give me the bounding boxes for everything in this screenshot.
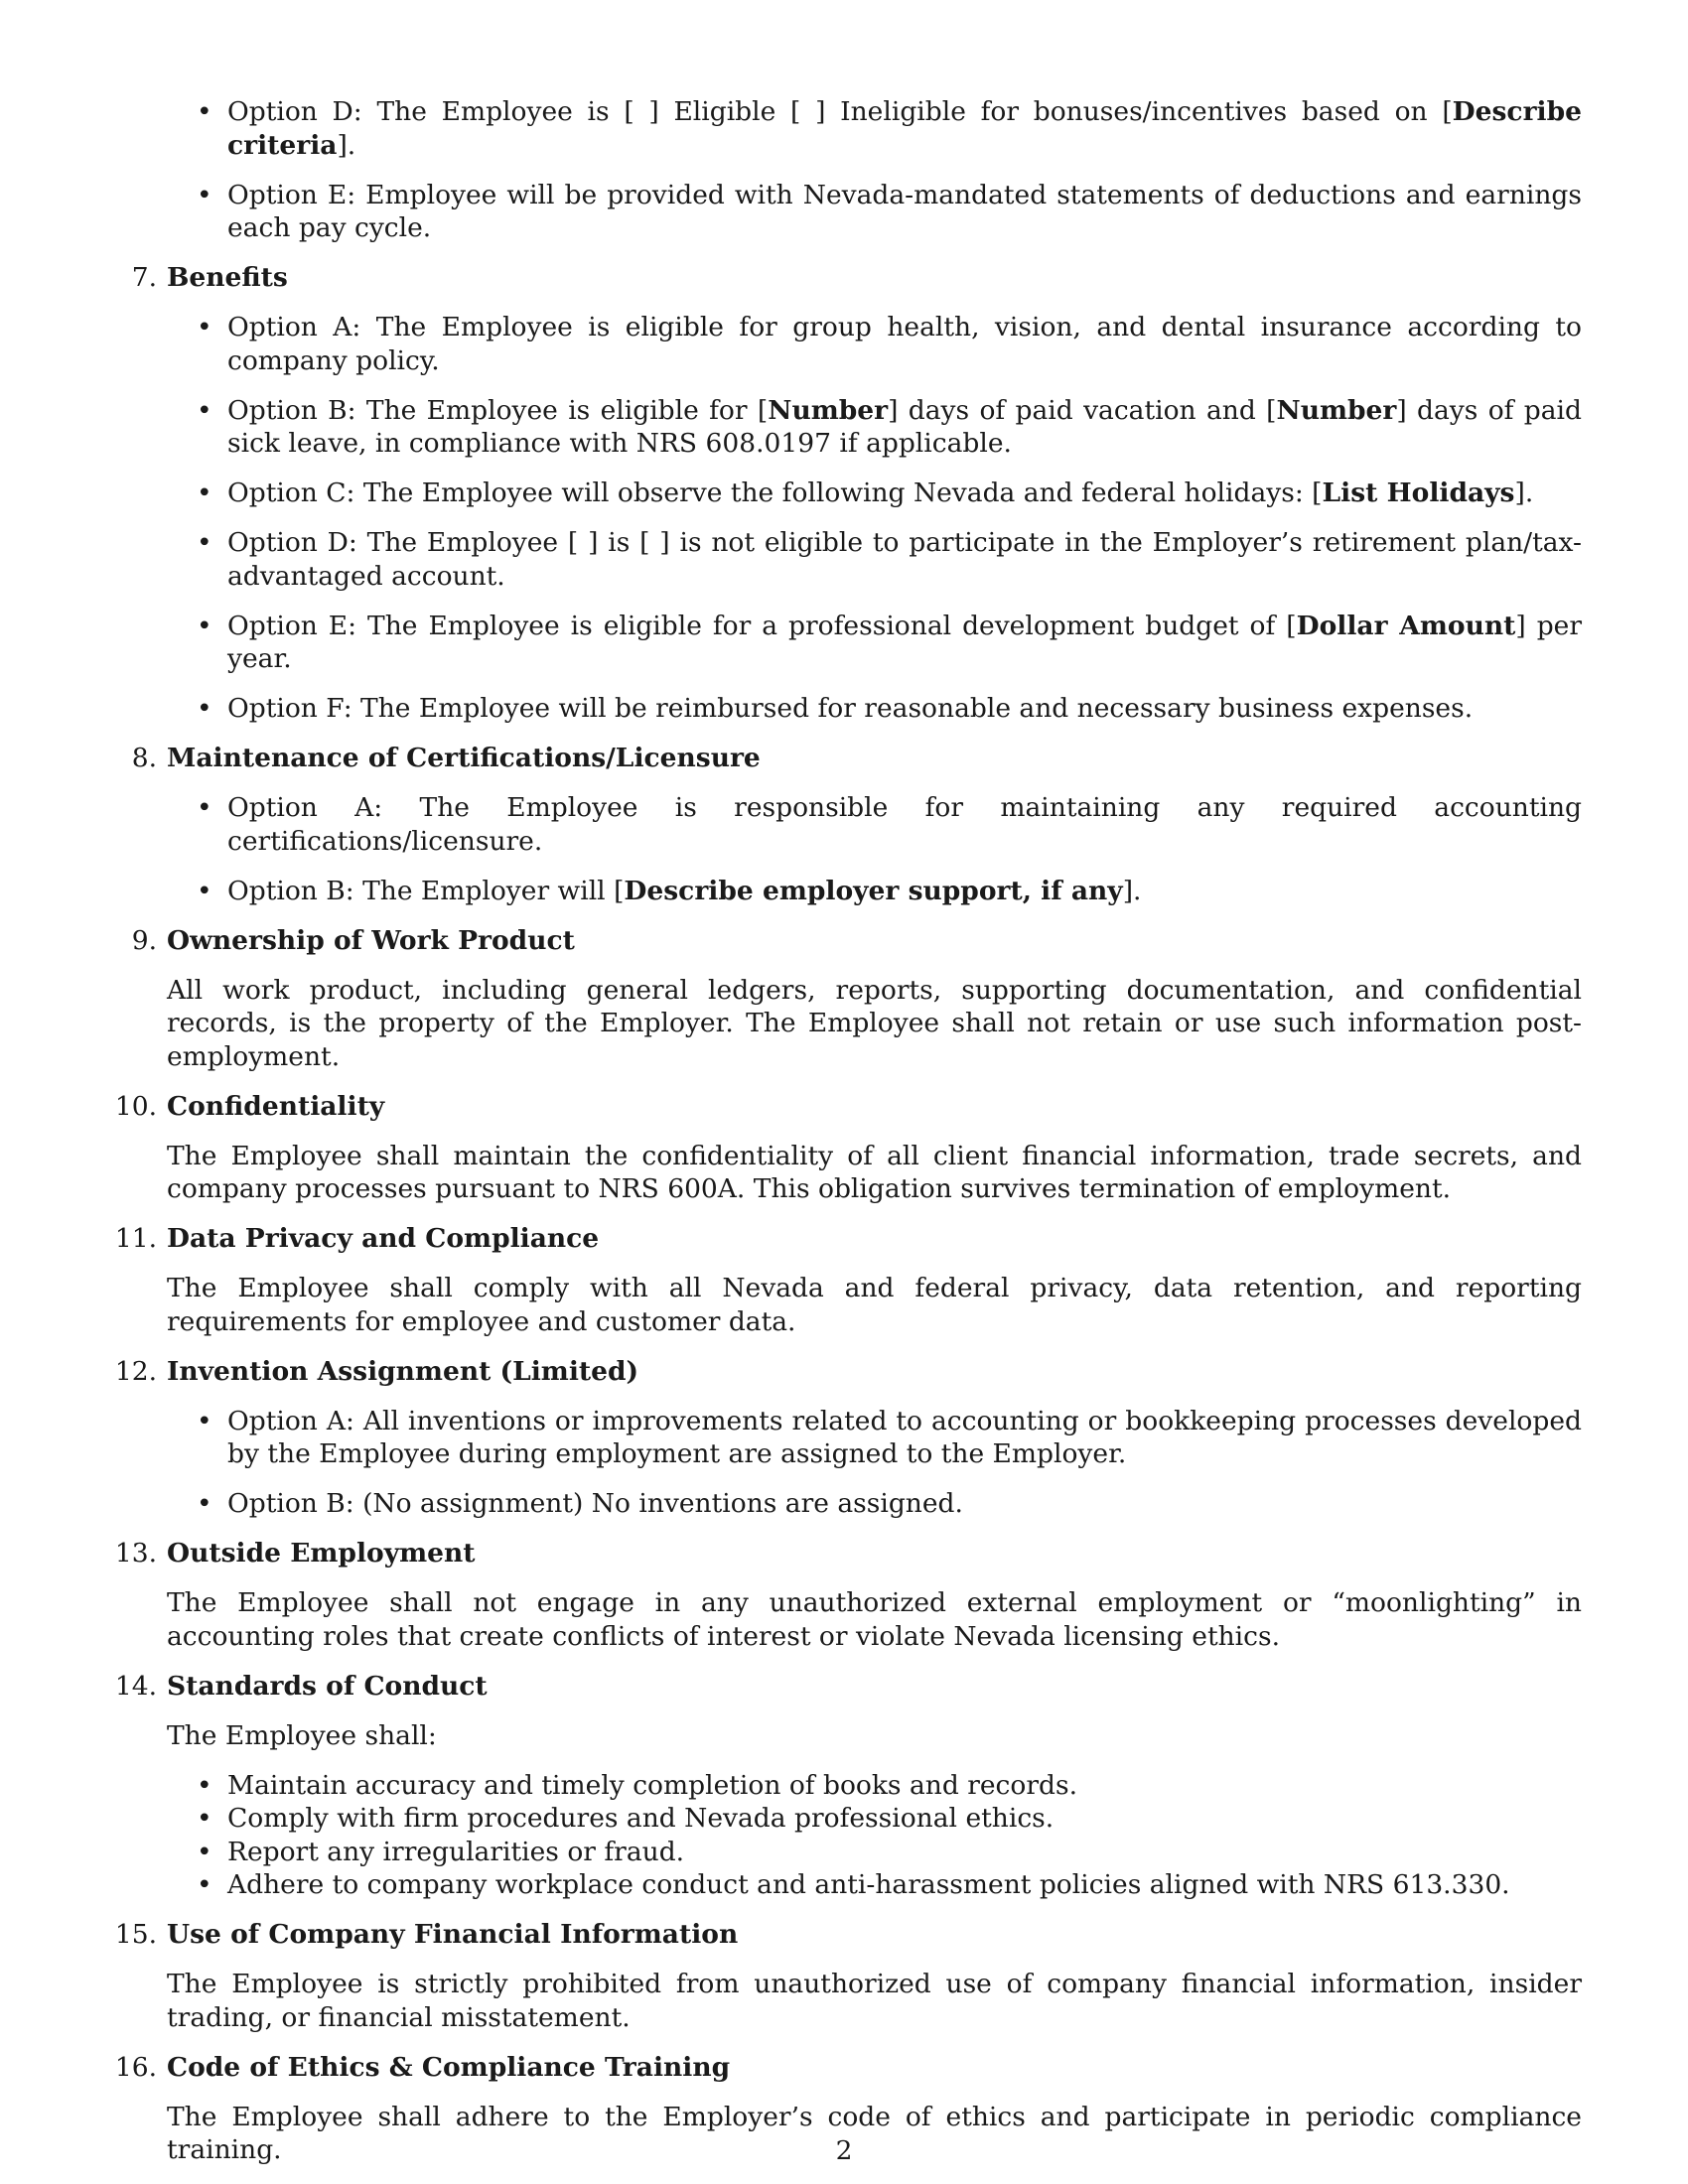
bullet-option-e-statements bbox=[167, 179, 1582, 245]
section-title: Confidentiality bbox=[167, 1090, 385, 1122]
bullet-text: Option F: The Employee will be reimbursed for reasonable and necessary business expenses. bbox=[227, 693, 1474, 724]
bullet-text: Option D: The Employee is [ ] Eligible [ ] Ineligible for bonuses/incentives based on [ bbox=[227, 96, 1453, 127]
placeholder-text: Number bbox=[1276, 394, 1397, 426]
bullet-text: Option E: The Employee is eligible for a professional development budget of [ bbox=[227, 610, 1297, 641]
section-number: 10. bbox=[114, 1090, 157, 1122]
bullet-text: Option A: All inventions or improvements related to accounting or bookkeeping processes developed by the Employee during employment are assigned to the Employer. bbox=[227, 1405, 1582, 1469]
list-item: • Maintain accuracy and timely completion of books and records. bbox=[167, 1769, 1582, 1803]
bullet-text: Option D: The Employee [ ] is [ ] is not eligible to participate in the Employer’s retirement plan/tax-advantaged account. bbox=[227, 527, 1582, 592]
bullet-text: Option B: The Employee is eligible for [ bbox=[227, 394, 769, 426]
placeholder-text: Describe criteria bbox=[227, 96, 1582, 161]
placeholder-text: Describe employer support, if any bbox=[624, 875, 1123, 906]
bullet-text: Option E: Employee will be provided with Nevada-mandated statements of deductions and earnings each pay cycle. bbox=[227, 179, 1582, 243]
bullet-text: Option A: The Employee is responsible for maintaining any required accounting certifications/licensure. bbox=[227, 792, 1582, 857]
code-of-ethics-paragraph: The Employee shall adhere to the Employer’s code of ethics and participate in periodic compliance training. bbox=[167, 2101, 1582, 2165]
section-number: 14. bbox=[114, 1670, 157, 1702]
section-number: 16. bbox=[114, 2051, 157, 2083]
section-number: 8. bbox=[131, 743, 157, 773]
bullet-text: Option C: The Employee will observe the following Nevada and federal holidays: [ bbox=[227, 478, 1323, 508]
section-title: Maintenance of Certifications/Licensure bbox=[167, 743, 761, 773]
bullet-text: ] per year. bbox=[227, 610, 1583, 674]
bullet-benefits-option-f bbox=[167, 692, 1582, 726]
bullet-certifications-option-a bbox=[167, 791, 1582, 858]
placeholder-text: Dollar Amount bbox=[1296, 610, 1516, 641]
list-item: • Comply with firm procedures and Nevada professional ethics. bbox=[167, 1802, 1582, 1836]
section-heading-confidentiality bbox=[114, 1090, 1582, 1124]
financial-information-paragraph: The Employee is strictly prohibited from unauthorized use of company financial information, insider trading, or financial misstatement. bbox=[167, 1969, 1582, 2033]
bullet-benefits-option-a bbox=[167, 311, 1582, 377]
section-title: Benefits bbox=[167, 262, 288, 293]
section-title: Data Privacy and Compliance bbox=[167, 1223, 600, 1254]
bullet-benefits-option-b bbox=[167, 394, 1582, 461]
section-title: Ownership of Work Product bbox=[167, 924, 575, 956]
bullet-benefits-option-e bbox=[167, 610, 1582, 676]
section-heading-data-privacy bbox=[114, 1222, 1582, 1256]
section-heading-benefits bbox=[131, 261, 1582, 295]
section-number: 9. bbox=[131, 924, 157, 956]
list-item: • Adhere to company workplace conduct and anti-harassment policies aligned with NRS 613.330. bbox=[167, 1868, 1582, 1902]
section-title: Use of Company Financial Information bbox=[167, 1919, 739, 1950]
section-title: Standards of Conduct bbox=[167, 1670, 488, 1702]
bullet-option-d-bonuses bbox=[167, 95, 1582, 162]
list-item: • Report any irregularities or fraud. bbox=[167, 1836, 1582, 1869]
document-body bbox=[114, 95, 1583, 2183]
bullet-text: ]. bbox=[1122, 875, 1142, 906]
bullet-text: Option B: The Employer will [ bbox=[227, 875, 625, 906]
placeholder-text: List Holidays bbox=[1322, 478, 1515, 508]
ownership-paragraph: All work product, including general ledgers, reports, supporting documentation, and confidential records, is the property of the Employer. The Employee shall not retain or use such information post-employment. bbox=[167, 974, 1582, 1072]
section-heading-standards-of-conduct bbox=[114, 1670, 1582, 1704]
bullet-certifications-option-b bbox=[167, 875, 1582, 908]
bullet-text: ] days of paid sick leave, in compliance with NRS 608.0197 if applicable. bbox=[227, 394, 1582, 459]
section-heading-financial-information bbox=[114, 1918, 1582, 1952]
standards-intro: The Employee shall: bbox=[167, 1719, 437, 1751]
bullet-text: Option A: The Employee is eligible for group health, vision, and dental insurance according to company policy. bbox=[227, 312, 1582, 376]
confidentiality-paragraph: The Employee shall maintain the confidentiality of all client financial information, trade secrets, and company processes pursuant to NRS 600A. This obligation survives termination of employment. bbox=[167, 1140, 1582, 1204]
section-number: 7. bbox=[131, 262, 157, 293]
section-title: Code of Ethics & Compliance Training bbox=[167, 2051, 731, 2083]
section-heading-outside-employment bbox=[114, 1537, 1582, 1570]
bullet-benefits-option-c bbox=[167, 477, 1582, 510]
bullet-invention-option-a bbox=[167, 1405, 1582, 1471]
section-heading-code-of-ethics bbox=[114, 2051, 1582, 2085]
placeholder-text: Number bbox=[768, 394, 889, 426]
bullet-invention-option-b bbox=[167, 1487, 1582, 1521]
bullet-benefits-option-d bbox=[167, 526, 1582, 593]
section-title: Outside Employment bbox=[167, 1538, 476, 1569]
bullet-text: Option B: (No assignment) No inventions are assigned. bbox=[227, 1488, 963, 1519]
section-number: 12. bbox=[114, 1355, 157, 1387]
section-heading-certifications bbox=[131, 742, 1582, 775]
outside-employment-paragraph: The Employee shall not engage in any unauthorized external employment or “moonlighting” in accounting roles that create conflicts of interest or violate Nevada licensing ethics. bbox=[167, 1587, 1582, 1652]
bullet-text: ]. bbox=[1514, 478, 1534, 508]
section-title: Invention Assignment (Limited) bbox=[167, 1355, 639, 1387]
bullet-text: ] days of paid vacation and [ bbox=[888, 394, 1277, 426]
section-number: 15. bbox=[114, 1919, 157, 1950]
bullet-text: ]. bbox=[337, 129, 356, 161]
section-number: 11. bbox=[114, 1223, 157, 1254]
page-number: 2 bbox=[835, 2135, 853, 2166]
section-heading-invention-assignment bbox=[114, 1355, 1582, 1389]
section-number: 13. bbox=[114, 1538, 157, 1569]
data-privacy-paragraph: The Employee shall comply with all Nevada and federal privacy, data retention, and reporting requirements for employee and customer data. bbox=[167, 1273, 1582, 1337]
section-heading-ownership bbox=[131, 924, 1582, 958]
